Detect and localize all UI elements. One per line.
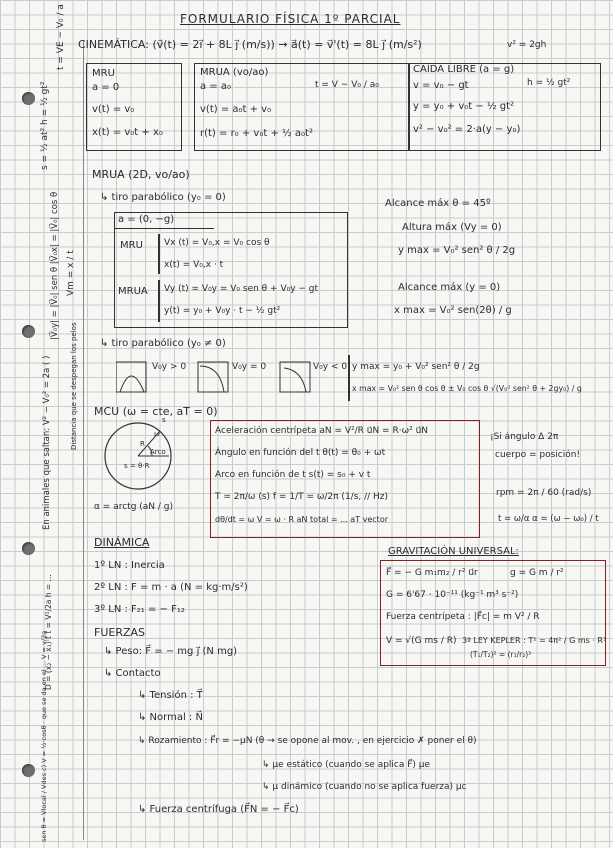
mrua-label: MRUA (vo/ao) bbox=[200, 67, 269, 78]
binder-hole bbox=[22, 542, 35, 555]
mrua-2d-y2: y(t) = y₀ + V₀y · t − ½ gt² bbox=[164, 306, 281, 316]
trajectory-sketches bbox=[116, 358, 346, 398]
diagram-label: Arco bbox=[150, 448, 166, 456]
margin-note-a: t = VE − V₀ / a bbox=[56, 4, 66, 70]
caida-line: y = y₀ + v₀t − ½ gt² bbox=[413, 101, 515, 112]
gravitacion-heading: GRAVITACIÓN UNIVERSAL: bbox=[388, 546, 519, 557]
diagram-label: s = θ·R bbox=[124, 462, 150, 470]
kepler-law: 3ª LEY KEPLER : T² = 4π² / G ms · R³ bbox=[462, 636, 607, 645]
x-max-2: x max = V₀² sen θ cos θ ± V₀ cos θ √(V₀² sen² θ + 2gy₀) / g bbox=[352, 384, 582, 393]
divider bbox=[408, 63, 410, 151]
case-label: V₀y < 0 bbox=[313, 362, 348, 372]
divider bbox=[158, 280, 160, 322]
ley-newton: 1º LN : Inercia bbox=[94, 560, 165, 571]
alcance-max: Alcance máx θ = 45º bbox=[385, 198, 491, 209]
diagram-label: R bbox=[140, 440, 145, 448]
circle-diagram bbox=[94, 418, 184, 498]
divider bbox=[348, 355, 350, 401]
mcu-row: T = 2π/ω (s) f = 1/T = ω/2π (1/s, // Hz) bbox=[215, 492, 389, 502]
binder-hole bbox=[22, 325, 35, 338]
case-label: V₀y = 0 bbox=[232, 362, 267, 372]
caida-label: CAÍDA LIBRE (a = g) bbox=[413, 64, 515, 75]
ley-newton: 2º LN : F = m · a (N = kg·m/s²) bbox=[94, 582, 248, 593]
rpm-conversion: rpm = 2π / 60 (rad/s) bbox=[496, 488, 592, 498]
mcu-row: Arco en función de t s(t) = s₀ + v t bbox=[215, 470, 371, 480]
mrua-extra: t = V − V₀ / a₀ bbox=[315, 80, 379, 90]
mrua2d-heading: MRUA (2D, vo/ao) bbox=[92, 168, 190, 181]
mcu-side-note: cuerpo = posición! bbox=[495, 450, 581, 460]
divider bbox=[114, 228, 214, 229]
mru-line: x(t) = v₀t + x₀ bbox=[92, 127, 163, 138]
diagram-label: s bbox=[162, 416, 166, 424]
altura-max: Altura máx (Vy = 0) bbox=[402, 222, 502, 233]
caida-line: v² − v₀² = 2·a(y − y₀) bbox=[413, 124, 521, 135]
time-omega: t = ω/α α = (ω − ω₀) / t bbox=[498, 514, 599, 524]
caida-line: h = ½ gt² bbox=[527, 78, 571, 88]
grav-constant: G = 6'67 · 10⁻¹¹ (kg⁻¹ m³ s⁻²) bbox=[386, 590, 519, 600]
tiro-a-line: a = (0, −g) bbox=[118, 214, 175, 225]
grav-g: g = G m / r² bbox=[510, 568, 564, 578]
mru-label: MRU bbox=[92, 68, 115, 79]
margin-note-c: |V⃗₀y| = |V⃗₀| sen θ |V⃗₀x| = |V⃗₀| cos θ bbox=[50, 191, 60, 340]
mu-dinamico: ↳ μ dinámico (cuando no se aplica fuerza) μc bbox=[262, 782, 467, 792]
mru-line: v(t) = v₀ bbox=[92, 104, 135, 115]
alcance-max-2: Alcance máx (y = 0) bbox=[398, 282, 501, 293]
margin-note-b: s = ½ at² h = ½ gt² bbox=[40, 81, 50, 170]
dinamica-heading: DINÁMICA bbox=[94, 536, 150, 549]
mcu-row: Ángulo en función del t θ(t) = θ₀ + ωt bbox=[215, 448, 386, 458]
mrua-line: r(t) = r₀ + v₀t + ½ a₀t² bbox=[200, 128, 313, 139]
diagram-label: ω bbox=[154, 430, 160, 438]
grav-centripeta: Fuerza centrípeta : |F⃗c| = m V² / R bbox=[386, 612, 540, 622]
fuerza-rozamiento: ↳ Rozamiento : F⃗r = −μN (θ → se opone al mov. , en ejercicio ✗ poner el θ) bbox=[138, 736, 477, 746]
mrua-line: v(t) = a₀t + v₀ bbox=[200, 104, 272, 115]
mrua-2d-y: Vy (t) = V₀y = V₀ sen θ + V₀y − gt bbox=[164, 284, 319, 294]
binder-hole bbox=[22, 764, 35, 777]
fuerza-peso: ↳ Peso: F⃗ = − mg j⃗ (N mg) bbox=[104, 646, 238, 657]
fuerzas-heading: FUERZAS bbox=[94, 626, 146, 639]
mrua-2d-label: MRUA bbox=[118, 286, 148, 297]
divider bbox=[158, 234, 160, 274]
margin-note-f: α = arctg (aN / g) bbox=[94, 502, 174, 512]
fuerza-centrifuga: ↳ Fuerza centrífuga (F⃗N = − F⃗c) bbox=[138, 804, 299, 815]
x-max: x max = V₀² sen(2θ) / g bbox=[394, 305, 512, 316]
margin-note-e2: Distancia que se despegan los pelos bbox=[70, 322, 78, 450]
page-title: FORMULARIO FÍSICA 1º PARCIAL bbox=[180, 12, 401, 26]
y-max: y max = V₀² sen² θ / 2g bbox=[398, 245, 516, 256]
mcu-side-note: ¡Si ángulo Δ 2π bbox=[490, 432, 559, 442]
margin-note-d: Vm = x / t bbox=[66, 250, 76, 296]
mcu-row: Aceleración centrípeta aN = V²/R u⃗N = R·ω² u⃗N bbox=[215, 426, 429, 436]
grav-force: F⃗ = − G m₁m₂ / r² u⃗r bbox=[386, 568, 478, 578]
mu-estatico: ↳ μe estático (cuando se aplica F⃗) μe bbox=[262, 760, 431, 770]
mrua-line: a = a₀ bbox=[200, 81, 232, 92]
tiro-parabolico: ↳ tiro parabólico (y₀ = 0) bbox=[100, 192, 226, 203]
cinematica-heading: CINEMÁTICA: (v⃗(t) = 2i⃗ + 8L j⃗ (m/s)) → a⃗(t) = v⃗'(t) = 8L j⃗ (m/s²) bbox=[78, 38, 422, 51]
mru-2d-label: MRU bbox=[120, 240, 143, 251]
grav-velocidad: V = √(G ms / R) bbox=[386, 636, 457, 646]
binder-hole bbox=[22, 92, 35, 105]
mru-2d-x2: x(t) = V₀,x · t bbox=[164, 260, 224, 270]
cinematica-side-note: v² = 2gh bbox=[507, 40, 547, 50]
kepler-ratio: (T₁/T₂)² = (r₁/r₂)³ bbox=[470, 650, 532, 659]
y-max-2: y max = y₀ + V₀² sen² θ / 2g bbox=[352, 362, 480, 372]
case-label: V₀y > 0 bbox=[152, 362, 187, 372]
fuerza-tension: ↳ Tensión : T⃗ bbox=[138, 690, 203, 701]
mcu-row: dθ/dt = ω V = ω · R aN total = ... aT vector bbox=[215, 515, 388, 524]
caida-line: v = v₀ − gt bbox=[413, 80, 469, 91]
mcu-heading: MCU (ω = cte, aT = 0) bbox=[94, 405, 218, 418]
tiro-parabolico-2: ↳ tiro parabólico (y₀ ≠ 0) bbox=[100, 338, 226, 349]
fuerza-normal: ↳ Normal : N⃗ bbox=[138, 712, 203, 723]
mru-line: a = 0 bbox=[92, 82, 120, 93]
margin-note-g: D = (x₂ − x₁)·t t = V²/2a h = ... bbox=[44, 574, 53, 690]
margin-rule bbox=[83, 40, 84, 840]
margin-note-e: En animales que saltan: V² − V₀² = 2a ( ) bbox=[42, 355, 52, 530]
fuerza-contacto: ↳ Contacto bbox=[104, 668, 161, 679]
mru-2d-x: Vx (t) = V₀,x = V₀ cos θ bbox=[164, 238, 270, 248]
ley-newton: 3º LN : F₂₁ = − F₁₂ bbox=[94, 604, 185, 615]
margin-note-h: sen θ = Vlocal / Vdes c) V = ½·cosθ · que se da en el ... V = v/2a bbox=[40, 630, 48, 842]
